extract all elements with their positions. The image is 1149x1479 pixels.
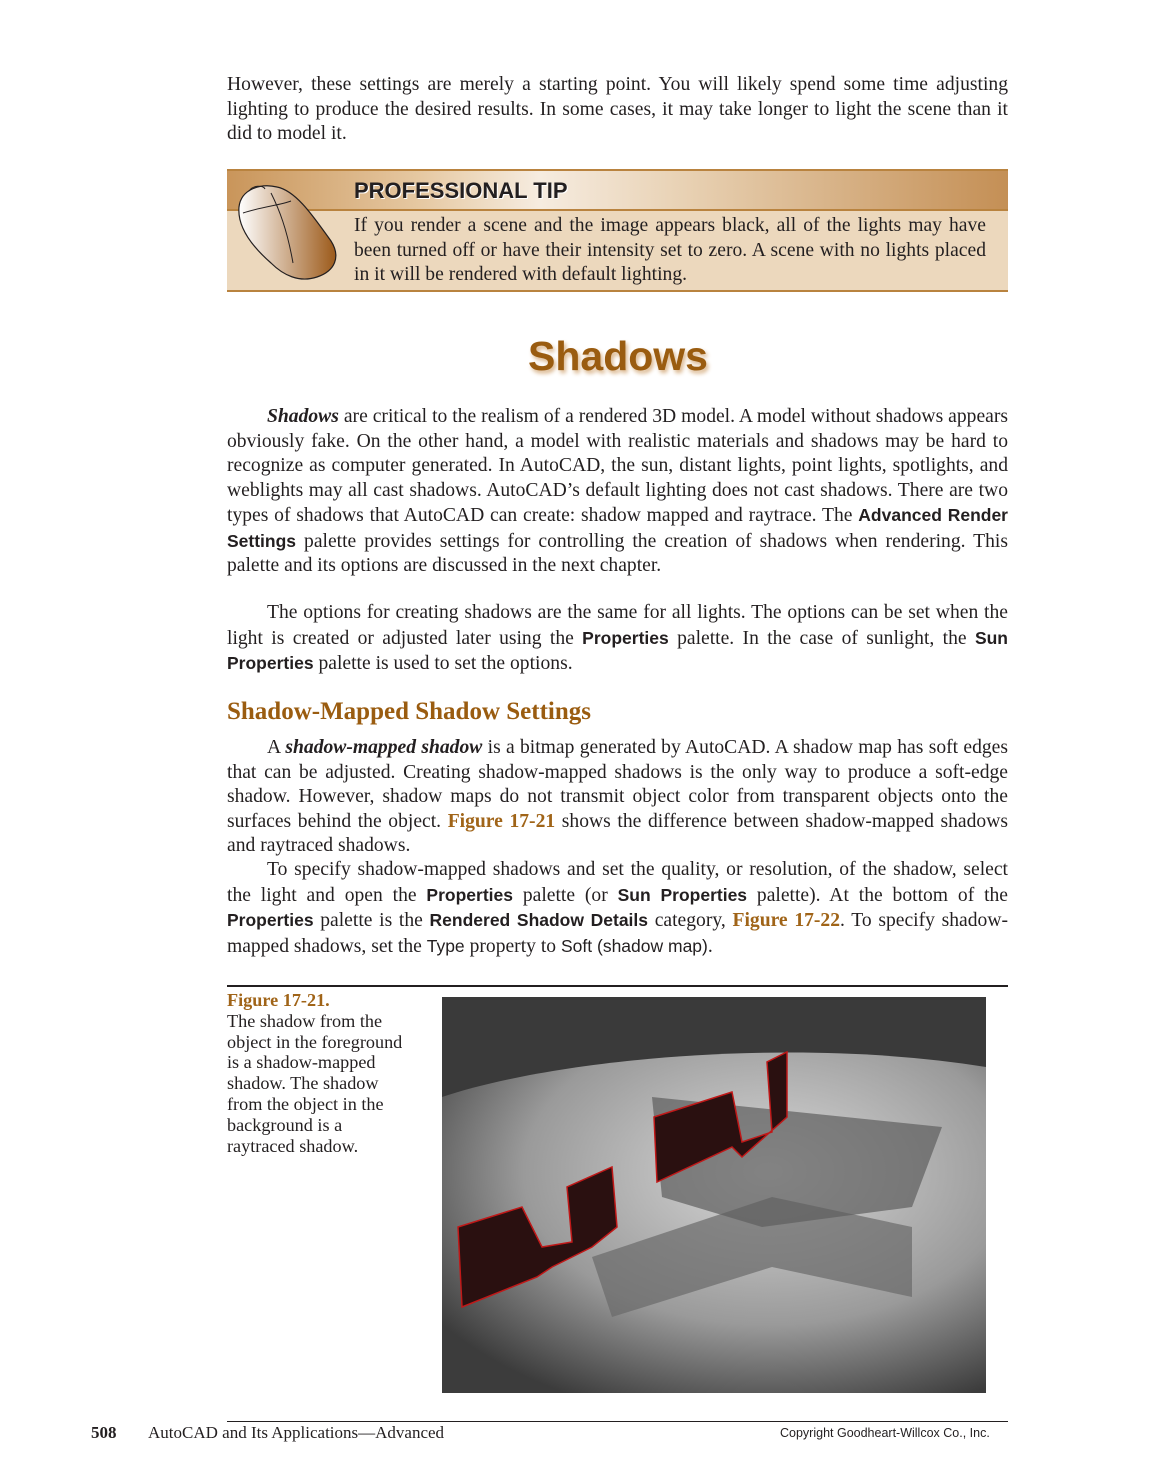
mouse-icon xyxy=(231,179,343,285)
figure-label: Figure 17-21. xyxy=(227,990,330,1010)
shadows-paragraph xyxy=(227,405,1008,579)
tip-text: If you render a scene and the image appears black, all of the lights may have been turned off or have their intensity set to zero. A scene with no lights placed in it will be rendered with default lighting. xyxy=(354,215,986,285)
page-number: 508 xyxy=(91,1423,117,1442)
figure-link[interactable]: Figure 17-21 xyxy=(447,810,556,832)
figure-rule xyxy=(227,985,1008,987)
ui-term: Type xyxy=(426,935,465,956)
text: To specify shadow-mapped shadows and set the quality, or resolution, of the shadow, select the light and open the xyxy=(227,859,1008,906)
copyright: Copyright Goodheart-Willcox Co., Inc. xyxy=(780,1426,990,1440)
tip-title: PROFESSIONAL TIP xyxy=(354,178,568,203)
text: palette provides settings for controlling the creation of shadows when rendering. This palette and its options are discussed in the next chapter. xyxy=(227,530,1008,576)
text: palette). At the bottom of the xyxy=(747,884,1009,906)
text: are critical to the realism of a rendered 3D model. A model without shadows appears obviously fake. On the other hand, a model with realistic materials and shadows may be hard to recognize as computer generated. In AutoCAD, the sun, distant lights, point lights, spotlights, and weblights may all cast shadows. AutoCAD’s default lighting does not cast shadows. There are two types of shadows that AutoCAD can create: shadow mapped and raytrace. The xyxy=(227,406,1008,526)
text: category, xyxy=(648,910,733,931)
rendered-shadows-image xyxy=(442,997,986,1393)
term: Shadows xyxy=(267,406,339,427)
footer-rule xyxy=(227,1421,1008,1422)
text: palette (or xyxy=(512,884,618,906)
text: is a bitmap generated by AutoCAD. A shadow map has soft edges that can be adjusted. Creating shadow-mapped shadows is the only way to produce a soft-edge shadow. However, shadow maps do not transmit object color from transparent objects onto the surfaces behind the object. xyxy=(227,737,1008,832)
figure-caption xyxy=(227,990,407,1156)
figure-link[interactable]: Figure 17-22 xyxy=(732,910,841,931)
shadow-map-paragraph xyxy=(227,736,1008,859)
intro-paragraph: However, these settings are merely a starting point. You will likely spend some time adjusting lighting to produce the desired results. In some cases, it may take longer to light the scene than it did to model it. xyxy=(227,74,1008,144)
ui-term: Advanced Render Settings xyxy=(227,505,1008,551)
subheading: Shadow-Mapped Shadow Settings xyxy=(227,698,591,725)
tip-header xyxy=(227,171,1008,211)
ui-term: Rendered Shadow Details xyxy=(429,910,649,930)
text: shows the difference between shadow-mapped shadows and raytraced shadows. xyxy=(227,810,1009,856)
book-title: AutoCAD and Its Applications—Advanced xyxy=(148,1423,445,1442)
text: . xyxy=(707,935,713,957)
text: property to xyxy=(464,935,561,957)
text: palette is the xyxy=(313,910,430,931)
text: palette. In the case of sunlight, the xyxy=(668,627,975,649)
text: A xyxy=(267,737,286,758)
ui-term: Soft (shadow map) xyxy=(561,935,708,956)
text: . To specify shadow-mapped shadows, set the xyxy=(227,910,1008,957)
text: The options for creating shadows are the same for all lights. The options can be set when the light is created or adjusted later using the xyxy=(227,602,1008,649)
ui-term: Properties xyxy=(582,627,669,648)
options-paragraph xyxy=(227,601,1008,677)
text: palette is used to set the options. xyxy=(313,653,573,674)
specify-paragraph xyxy=(227,858,1008,959)
term: shadow-mapped shadow xyxy=(285,737,483,758)
ui-term: Properties xyxy=(227,910,314,930)
ui-term: Properties xyxy=(426,884,513,905)
ui-term: Sun Properties xyxy=(617,884,748,905)
section-heading: Shadows xyxy=(528,333,708,379)
caption-text: The shadow from the object in the foreground is a shadow-mapped shadow. The shadow from the object in the background is a raytraced shadow. xyxy=(227,1010,403,1156)
professional-tip-box xyxy=(227,169,1008,292)
ui-term: Sun Properties xyxy=(227,627,1008,673)
